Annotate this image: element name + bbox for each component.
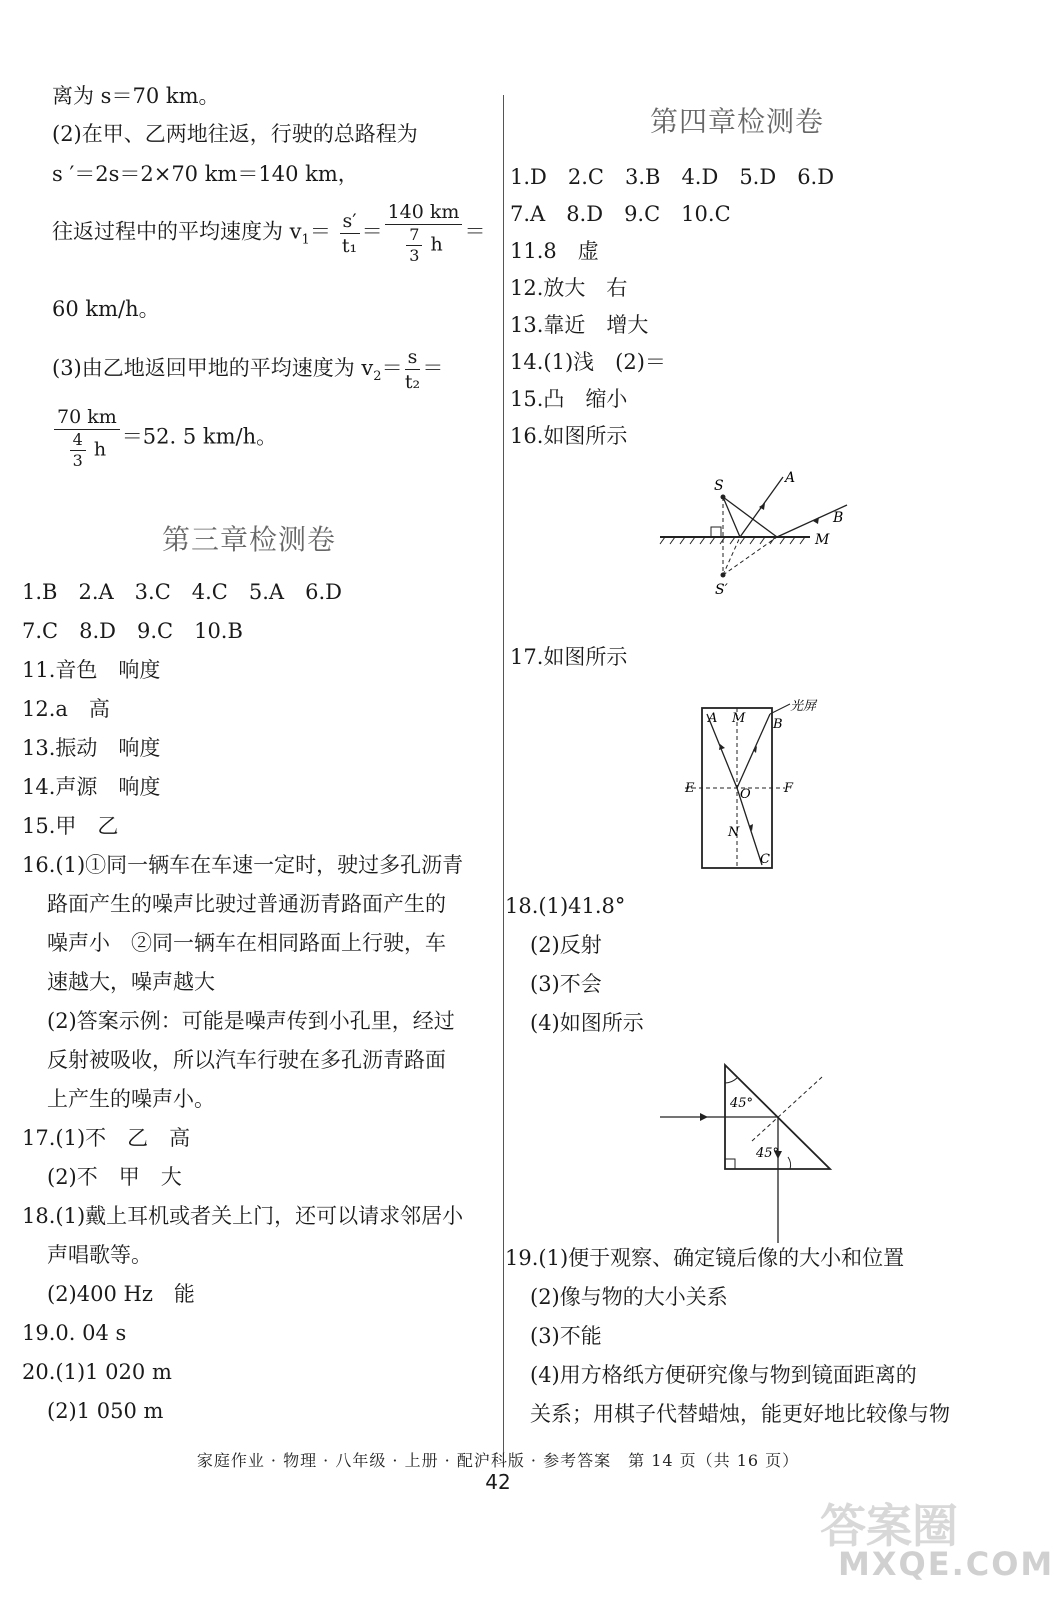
answer-line: 路面产生的噪声比驶过普通沥青路面产生的 (47, 892, 446, 916)
watermark-url: MXQE.COM (838, 1545, 1054, 1583)
text-line: 离为 s＝70 km。 (52, 84, 220, 108)
fraction: $\frac{s'}{\text{t₁}}$ (340, 209, 360, 258)
watermark: 答案圈 (820, 1499, 958, 1553)
mirror-hatching (660, 537, 805, 544)
page-number: 42 (485, 1470, 511, 1494)
label-M: M (732, 711, 746, 726)
answer-line: 17.如图所示 (510, 645, 628, 669)
answer-line: 噪声小 ②同一辆车在相同路面上行驶，车 (47, 931, 446, 955)
answer-line: (4)用方格纸方便研究像与物到镜面距离的 (530, 1363, 917, 1387)
answer-line: 1.B 2.A 3.C 4.C 5.A 6.D (22, 580, 342, 604)
label-A: A (785, 470, 796, 486)
answer-line: 13.振动 响度 (22, 736, 161, 760)
answer-line: 11.8 虚 (510, 239, 599, 263)
label-A: A (708, 711, 718, 726)
normal-dashed (752, 1077, 822, 1141)
answer-line: 15.凸 缩小 (510, 387, 628, 411)
fraction: 140 km $\frac{7}{3}$ h (385, 200, 463, 266)
text-line: s ′＝2s＝2×70 km＝140 km， (52, 162, 359, 186)
answer-line: 18.(1)41.8° (505, 894, 626, 918)
answer-line: 16.(1)①同一辆车在车速一定时，驶过多孔沥青 (22, 853, 464, 877)
answer-line: 7.C 8.D 9.C 10.B (22, 619, 243, 643)
answer-line: 18.(1)戴上耳机或者关上门，还可以请求邻居小 (22, 1204, 464, 1228)
answer-line: 12.a 高 (22, 697, 110, 721)
answer-line: 速越大，噪声越大 (47, 970, 215, 994)
fraction: 70 km $\frac{4}{3}$ h (54, 405, 120, 471)
answer-line: (2)400 Hz 能 (47, 1282, 195, 1306)
chapter-3-title: 第三章检测卷 (162, 523, 337, 556)
answer-line: (3)不会 (530, 972, 602, 996)
answer-line: 7.A 8.D 9.C 10.C (510, 202, 731, 226)
answer-line: 关系；用棋子代替蜡烛，能更好地比较像与物 (530, 1402, 950, 1426)
answer-line: 1.D 2.C 3.B 4.D 5.D 6.D (510, 165, 835, 189)
page-footer: 家庭作业 · 物理 · 八年级 · 上册 · 配沪科版 · 参考答案 第 14 页（共 16 页） (196, 1451, 800, 1470)
label-E: E (685, 781, 695, 796)
label-S: S (714, 478, 724, 494)
right-angle-mark (711, 527, 721, 537)
answer-line: 13.靠近 增大 (510, 313, 649, 337)
screen-pointer (770, 704, 790, 714)
answer-line: (3)不能 (530, 1324, 602, 1348)
answer-line: 14.声源 响度 (22, 775, 161, 799)
label-B: B (833, 510, 844, 526)
figure-16-mirror-diagram (655, 462, 865, 602)
answer-line: 20.(1)1 020 m (22, 1360, 172, 1384)
text-line: (2)在甲、乙两地往返，行驶的总路程为 (52, 122, 418, 146)
answer-line: 上产生的噪声小。 (47, 1087, 215, 1111)
label-S-prime: S′ (715, 582, 728, 598)
answer-line: (4)如图所示 (530, 1011, 644, 1035)
equation-return-speed: (3)由乙地返回甲地的平均速度为 $v_2=$ $\frac{s}{\text{t₂}}$ ＝ (52, 346, 444, 393)
equation-avg-speed: 往返过程中的平均速度为 $v_1=$ $\frac{s'}{\text{t₁}}$ ＝ 140 km $\frac{7}{3}$ h ＝ (52, 201, 486, 265)
chapter-4-title: 第四章检测卷 (650, 105, 825, 138)
label-C: C (760, 852, 770, 867)
answer-line: 14.(1)浅 (2)＝ (510, 350, 666, 374)
answer-line: (2)反射 (530, 933, 602, 957)
answer-line: (2)答案示例：可能是噪声传到小孔里，经过 (47, 1009, 455, 1033)
fraction: $\frac{s}{\text{t₂}}$ (404, 346, 421, 393)
answer-line: 12.放大 右 (510, 276, 628, 300)
column-divider (503, 95, 504, 1455)
label-N: N (728, 825, 740, 840)
label-B: B (773, 717, 783, 732)
answer-line: (2)1 050 m (47, 1399, 164, 1423)
label-screen: 光屏 (790, 699, 817, 714)
answer-line: (2)不 甲 大 (47, 1165, 182, 1189)
answer-line: 声唱歌等。 (47, 1243, 152, 1267)
answer-line: 11.音色 响度 (22, 658, 161, 682)
label-M: M (815, 532, 830, 548)
equation-result: 70 km $\frac{4}{3}$ h ＝52. 5 km/h。 (52, 405, 277, 471)
text-line: 60 km/h。 (52, 297, 160, 321)
answer-line: 17.(1)不 乙 高 (22, 1126, 191, 1150)
answer-line: 19.(1)便于观察、确定镜后像的大小和位置 (505, 1246, 905, 1270)
angle-label-bottom: 45° (756, 1146, 780, 1161)
answer-line: 15.甲 乙 (22, 814, 119, 838)
figure-18-prism-diagram (660, 1055, 840, 1245)
answer-line: 反射被吸收，所以汽车行驶在多孔沥青路面 (47, 1048, 446, 1072)
answer-line: (2)像与物的大小关系 (530, 1285, 728, 1309)
angle-label-top: 45° (730, 1096, 754, 1111)
figure-17-refraction-diagram (680, 700, 850, 875)
label-O: O (740, 787, 751, 802)
label-F: F (784, 781, 794, 796)
answer-line: 16.如图所示 (510, 424, 628, 448)
right-angle-mark (725, 1159, 735, 1169)
answer-line: 19.0. 04 s (22, 1321, 127, 1345)
